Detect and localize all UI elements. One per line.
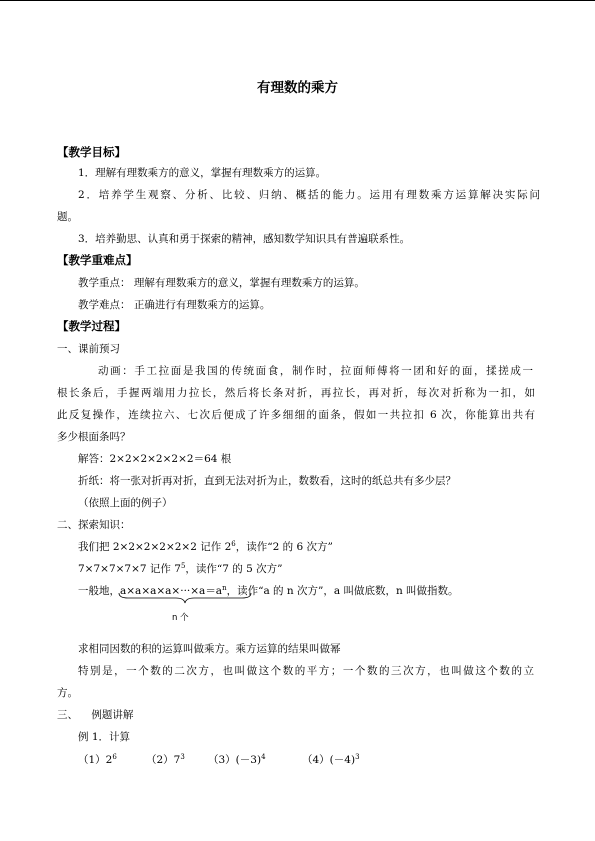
factor-count-label: n 个 bbox=[172, 613, 189, 623]
knowledge-text: ，读作“7 的 5 次方” bbox=[185, 563, 283, 575]
example-item bbox=[146, 753, 185, 767]
example-label: （2）7 bbox=[146, 754, 181, 766]
key-point: 教学重点： 理解有理数乘方的意义，掌握有理数乘方的运算。 bbox=[78, 277, 365, 289]
example-title: 例 1．计算 bbox=[78, 731, 131, 743]
fold-note: （依照上面的例子） bbox=[78, 497, 173, 509]
knowledge-text: 7×7×7×7×7 记作 7 bbox=[78, 563, 181, 575]
example-label: （1）2 bbox=[78, 754, 113, 766]
goal-item: 3．培养勤思、认真和勇于探索的精神，感知数学知识具有普遍联系性。 bbox=[78, 233, 411, 245]
intro-paragraph-line: 多少根面条吗？ bbox=[57, 431, 131, 443]
underbrace bbox=[118, 592, 252, 604]
section-title: 一、课前预习 bbox=[57, 343, 120, 355]
intro-paragraph-line: 动画：手工拉面是我国的传统面食，制作时，拉面师傅将一团和好的面，揉搓成一 bbox=[98, 365, 533, 377]
goal-item-continuation: 题。 bbox=[57, 211, 78, 223]
knowledge-text: ＝a bbox=[205, 585, 223, 597]
exponent: 6 bbox=[231, 540, 236, 548]
answer-line: 解答：2×2×2×2×2×2＝64 根 bbox=[78, 453, 232, 465]
exponent: 3 bbox=[180, 753, 185, 761]
intro-paragraph-line: 此反复操作，连续拉六、七次后便成了许多细细的面条，假如一共拉扣 6 次，你能算出共有 bbox=[57, 409, 535, 421]
intro-paragraph-line: 根长条后，手握两端用力拉长，然后将长条对折，再拉长，再对折，每次对折称为一扣，如 bbox=[57, 387, 535, 399]
goals-heading: 【教学目标】 bbox=[57, 145, 126, 159]
process-heading: 【教学过程】 bbox=[57, 319, 126, 333]
example-item bbox=[302, 753, 360, 767]
knowledge-text: 一般地， bbox=[78, 585, 120, 597]
top-rule bbox=[0, 0, 595, 1]
knowledge-text: ，读作“2 的 6 次方” bbox=[235, 541, 333, 553]
example-label: （4）(－4) bbox=[302, 754, 356, 766]
exponent: 3 bbox=[355, 753, 360, 761]
goal-item: 2．培养学生观察、分析、比较、归纳、概括的能力。运用有理数乘方运算解决实际问 bbox=[78, 189, 540, 201]
definition-line: 方。 bbox=[57, 687, 78, 699]
goal-item: 1．理解有理数乘方的意义，掌握有理数乘方的运算。 bbox=[78, 167, 327, 179]
difficulty-point: 教学难点： 正确进行有理数乘方的运算。 bbox=[78, 299, 271, 311]
knowledge-line bbox=[78, 562, 283, 576]
definition-line: 求相同因数的积的运算叫做乘方。乘方运算的结果叫做幂 bbox=[78, 643, 341, 655]
exponent: 4 bbox=[261, 753, 266, 761]
focus-heading: 【教学重难点】 bbox=[57, 253, 138, 267]
example-item bbox=[208, 753, 266, 767]
exponent: 5 bbox=[180, 562, 186, 570]
product-expression: a×a×a×a×···×a bbox=[120, 585, 206, 597]
example-item bbox=[78, 753, 117, 767]
exponent: n bbox=[222, 584, 227, 592]
section-title: 三、 例题讲解 bbox=[57, 709, 134, 721]
definition-line: 特别是，一个数的二次方，也叫做这个数的平方；一个数的三次方，也叫做这个数的立 bbox=[78, 665, 534, 677]
knowledge-text: ，读作“a 的 n 次方”，a 叫做底数，n 叫做指数。 bbox=[226, 585, 459, 597]
knowledge-text: 我们把 2×2×2×2×2×2 记作 2 bbox=[78, 541, 232, 553]
knowledge-line bbox=[78, 540, 333, 554]
fold-question: 折纸：将一张对折再对折，直到无法对折为止，数数看，这时的纸总共有多少层？ bbox=[78, 475, 456, 487]
section-title: 二、探索知识： bbox=[57, 519, 131, 531]
exponent: 6 bbox=[112, 753, 117, 761]
example-label: （3）(－3) bbox=[208, 754, 262, 766]
page-title: 有理数的乘方 bbox=[257, 80, 338, 96]
